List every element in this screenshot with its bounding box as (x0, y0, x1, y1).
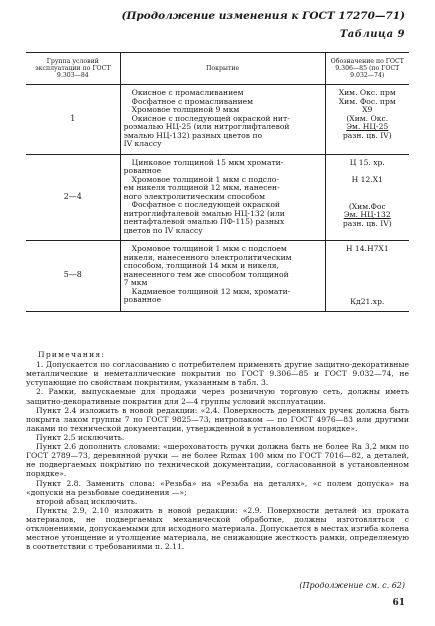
designation-line: (Хим. Окс. (346, 113, 389, 123)
coating-cell (120, 154, 325, 241)
designation-line: (Хим.Фос (348, 201, 386, 211)
designation-line: Хим. Фос. прм (338, 96, 396, 106)
designation-line: Н 12.Х1 (351, 175, 383, 185)
coating-line: Хромовое толщиной 1 мкм с подсло- (131, 174, 279, 184)
designation-line: Эм. НЦ-132 (343, 210, 391, 220)
coating-line: Цинковое толщиной 15 мкм хромати- (131, 157, 284, 167)
header-designation: Обозначение по ГОСТ 9.306—85 (по ГОСТ 9.032—74) (325, 53, 409, 85)
designation-line: Х9 (362, 105, 373, 115)
coating-line: ного электролитическим способом (123, 191, 265, 201)
designation-line: Эм. НЦ-25 (346, 122, 389, 132)
coating-cell (120, 241, 325, 312)
notes-paragraph: 1. Допускается по согласованию с потребителем применять другие защитно-декоративные металлические и неметаллические покрытия по ГОСТ 9.306—85 и ГОСТ 9.032—74, не уступающие по свойствам покрытиям, указанным в табл. 3. (26, 360, 409, 388)
designation-line: Хим. Окс. прм (338, 88, 396, 98)
notes-paragraph: 2. Рамки, выпускаемые для продажи через розничную торговую сеть, должны иметь защитно-декоративные покрытия для 2—4 группы условий эксплуатации. (26, 387, 409, 406)
coating-line: рованное (123, 166, 162, 176)
coating-line: IV классу (123, 139, 162, 149)
coating-line: эмалью НЦ-132) разных цветов по (123, 130, 263, 140)
designation-line: Н 14.Н7Х1 (345, 244, 389, 254)
coating-line: Хромовое толщиной 1 мкм с подслоем (131, 244, 287, 254)
coating-line: нитроглифталевой эмалью НЦ-132 (или (123, 208, 285, 218)
table-row (26, 85, 409, 155)
designation-cell (325, 85, 409, 155)
designation-line: разн. цв. IV) (342, 218, 392, 228)
coating-line: Окисное с последующей окраской нит- (131, 113, 290, 123)
coating-line: Фосфатное с последующей окраской (131, 200, 280, 210)
designation-line: разн. цв. IV) (342, 130, 392, 140)
header-coating: Покрытие (120, 53, 325, 85)
designation-line: Ц 15. хр. (349, 157, 385, 167)
coating-line: ем никеля толщиной 12 мкм, нанесен- (123, 183, 280, 193)
document-header: (Продолжение изменения к ГОСТ 17270—71) (121, 10, 405, 22)
notes-paragraph: Пункт 2.6 дополнить словами: «шероховатость ручки должна быть не более Ra 3,2 мкм по ГОСТ 2789—73, деревянной ручки — не более Rzmax 100 мкм по ГОСТ 7016—82, а деталей, не подвергаемых покрытию по технической документации, согласованной в установленном порядке». (26, 442, 409, 479)
notes-paragraph: Пункты 2.9, 2.10 изложить в новой редакции: «2.9. Поверхности деталей из проката материалов, не подвергаемых механической обработке, должны изготовляться с отклонениями, допускаемыми для исходного материала. Допускается в местах изгиба колена местное утонщение и утолщение материала, не снижающие жесткость рамки, определяемую в соответствии с требованиями п. 2.11. (26, 505, 409, 552)
notes-paragraph: второй абзац исключить. (36, 496, 138, 506)
header-group: Группа условий эксплуатации по ГОСТ 9.303—84 (26, 53, 120, 85)
notes-section (26, 350, 409, 551)
coating-line: цветов по IV классу (123, 225, 203, 235)
continuation-note: (Продолжение см. с. 62) (299, 581, 405, 590)
coating-line: нанесенного тем же способом толщиной (123, 269, 289, 279)
table-row (26, 154, 409, 241)
page-number: 61 (392, 598, 405, 608)
coating-line: роэмалью НЦ-25 (или нитроглифталевой (123, 122, 290, 132)
coating-line: пентафталевой эмалью ПФ-115) разных (123, 217, 285, 227)
notes-paragraph: Пункт 2.4 изложить в новой редакции: «2.4. Поверхность деревянных ручек должна быть покрыта лаком группы 7 по ГОСТ 9825—73, нитролаком — по ГОСТ 4976—83 или другими лаками по технической документации, утвержденной в установленном порядке». (26, 405, 409, 433)
group-cell: 5—8 (26, 241, 120, 312)
table-row (26, 241, 409, 312)
group-cell: 1 (26, 85, 120, 155)
coating-line: никеля, нанесенного электролитическим (123, 252, 292, 262)
designation-cell (325, 241, 409, 312)
coating-line: 7 мкм (123, 278, 148, 288)
table-number: Таблица 9 (339, 29, 405, 40)
designation-line: Кд21.хр. (350, 296, 385, 306)
coating-line: Хромовое толщиной 9 мкм (131, 105, 240, 115)
designation-cell (325, 154, 409, 241)
coating-cell (120, 85, 325, 155)
notes-paragraph: Пункт 2.8. Заменить слова: «Резьба» на «Резьба на деталях», «с полем допуска» на «допуски на резьбовые соединения —»; (26, 478, 409, 497)
notes-title: Примечания: (38, 350, 106, 359)
coating-line: рованное (123, 295, 162, 305)
coating-line: Фосфатное с промасливанием (131, 96, 254, 106)
coating-line: Кадмиевое толщиной 12 мкм, хромати- (131, 286, 291, 296)
table-header-row (26, 53, 409, 85)
notes-paragraph: Пункт 2.5 исключить. (36, 432, 125, 442)
group-cell: 2—4 (26, 154, 120, 241)
coatings-table (26, 52, 409, 312)
coating-line: способом, толщиной 14 мкм и никеля, (123, 261, 279, 271)
coating-line: Окисное с промасливанием (131, 88, 244, 98)
